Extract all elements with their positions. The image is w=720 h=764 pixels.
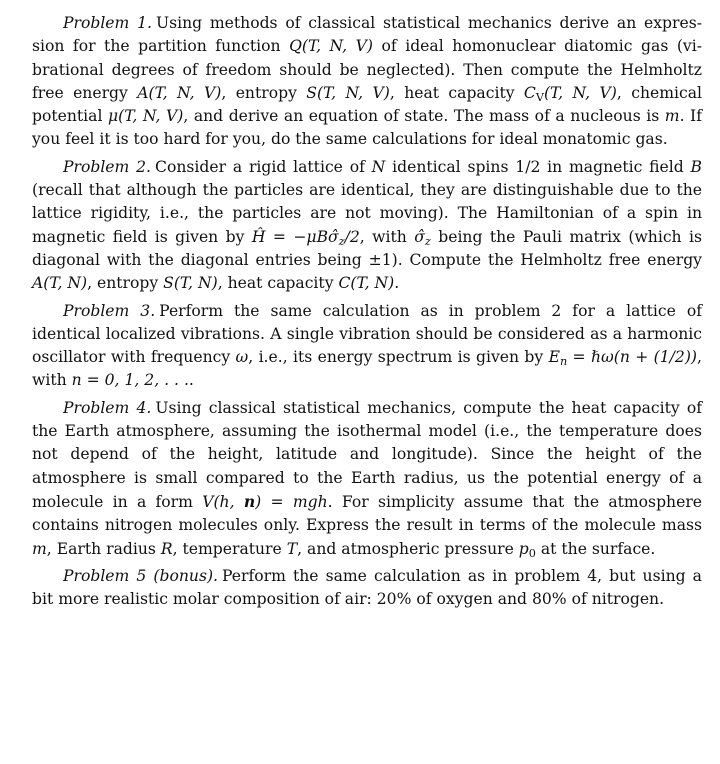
problem-text: being the Pauli matrix (which is diagonal with the diagonal entries being ±1). Compute the Helmholtz free energy [32,227,703,269]
math-expression [202,493,327,511]
math-main: m [664,107,680,126]
problem-text: at the surface. [535,539,656,558]
problem-text: , Earth radius [46,539,161,558]
math-expression [163,274,218,292]
problem-label: Problem 1. [63,14,152,32]
math-main: V(h, [202,492,244,511]
math-subscript: z [424,234,431,248]
problem-text: , and derive an equation of state. The mass of a nucleous is [183,107,665,126]
problem-label: Problem 4. [63,398,152,417]
problem-text: , entropy [87,274,164,293]
problem-text: Using methods of classical statistical mechanics derive an expression for the partition function [32,14,702,56]
math-main: n = 0, 1, 2, . . . [71,371,189,390]
math-subscript: V [535,90,544,104]
math-expression [137,84,221,102]
math-expression [372,158,386,176]
problem-label: Problem 5 (bonus). [63,566,218,585]
problem-text: Consider a rigid lattice of [155,157,372,176]
math-main: R [160,539,173,558]
math-expression [665,107,680,125]
problem-text: of ideal homonuclear diatomic gas (vibrational degrees of freedom should be neglected). Then compute the Helmholtz free energy [32,37,703,102]
problem-text: Perform the same calculation as in problem 4, but using a bit more realistic molar composition of air: 20% of oxygen and 80% of nitrogen. [32,566,702,609]
problem-text: Perform the same calculation as in problem 2 for a lattice of identical localized vibrations. A single vibration should be considered as a harmonic oscillator with frequency [32,301,702,367]
math-main: N [371,157,386,176]
math-rest: (T, N, V) [543,83,617,102]
problem-1 [32,12,702,152]
math-subscript: z [338,234,345,248]
math-main: p [518,539,529,558]
problem-text: . [188,371,194,390]
math-expression [414,228,431,246]
problem-text: , i.e., its energy spectrum is given by [248,348,549,367]
problem-text: . For simplicity assume that the atmosphere contains nitrogen molecules only. Express the result in terms of the molecule mass [32,492,703,535]
math-main: E [548,348,560,367]
problem-text: . If you feel it is too hard for you, do the same calculations for ideal monatomic gas. [32,107,702,149]
math-expression [32,274,87,292]
problem-text: , entropy [221,83,307,102]
math-main: S(T, N) [163,274,218,293]
math-expression [691,158,702,176]
math-main: B [690,157,703,176]
math-expression [519,540,536,558]
problem-text: , heat capacity [389,83,524,102]
problem-label: Problem 3. [63,301,156,320]
problem-2 [32,156,702,296]
math-main: μ(T, N, V) [108,107,184,126]
math-expression [236,348,249,366]
problem-text: , temperature [172,539,287,558]
math-expression [161,540,173,558]
problem-3 [32,300,702,393]
math-subscript: 0 [528,546,536,560]
math-main: m [32,539,47,558]
math-expression [289,37,373,55]
problem-text: identical spins 1/2 in magnetic field [385,157,691,176]
problem-text: (recall that although the particles are identical, they are distinguishable due to the lattice rigidity, i.e., the particles are not moving). The Hamiltonian of a spin in magnetic field is given by [32,181,702,246]
problem-text: , heat capacity [217,274,339,293]
math-main: A(T, N) [32,274,88,293]
math-expression [524,84,617,102]
math-main: A(T, N, V) [137,83,222,102]
math-subscript: n [559,354,568,368]
problem-text: , with [359,227,415,246]
math-rest: ) = mgh [255,492,328,511]
math-main: Ĥ = −μBσ̂ [251,227,339,246]
math-expression [287,540,297,558]
problem-text: , chemical potential [32,83,703,126]
problem-label: Problem 2. [63,157,152,176]
math-expression [338,274,394,292]
math-expression [32,540,47,558]
math-main: ω [235,348,249,367]
math-main: T [286,539,298,558]
math-expression [549,348,697,366]
math-rest: /2 [344,227,360,246]
math-main: Q(T, N, V) [289,37,374,56]
problem-text: , with [32,348,702,390]
math-expression [306,84,390,102]
problem-text: , and atmospheric pressure [297,539,519,558]
math-expression [108,107,183,125]
problem-4 [32,397,702,561]
math-expression [72,371,189,389]
math-expression [252,228,360,246]
math-bold-vector: n [243,491,256,511]
math-main: C [523,83,536,102]
math-main: S(T, N, V) [306,83,390,102]
problem-text: Using classical statistical mechanics, compute the heat capacity of the Earth atmosphere, assuming the isothermal model (i.e., the temperature does not depend of the height, latitude and longitude). Since the height of the atmosphere is small compared to the Earth radius, us the potential energy of a molecule in a form [32,398,703,511]
problem-5 [32,565,702,612]
problem-text: . [394,274,400,293]
math-main: C(T, N) [338,274,395,293]
math-main: σ̂ [414,227,425,246]
math-rest: = ℏω(n + (1/2)) [567,348,698,367]
